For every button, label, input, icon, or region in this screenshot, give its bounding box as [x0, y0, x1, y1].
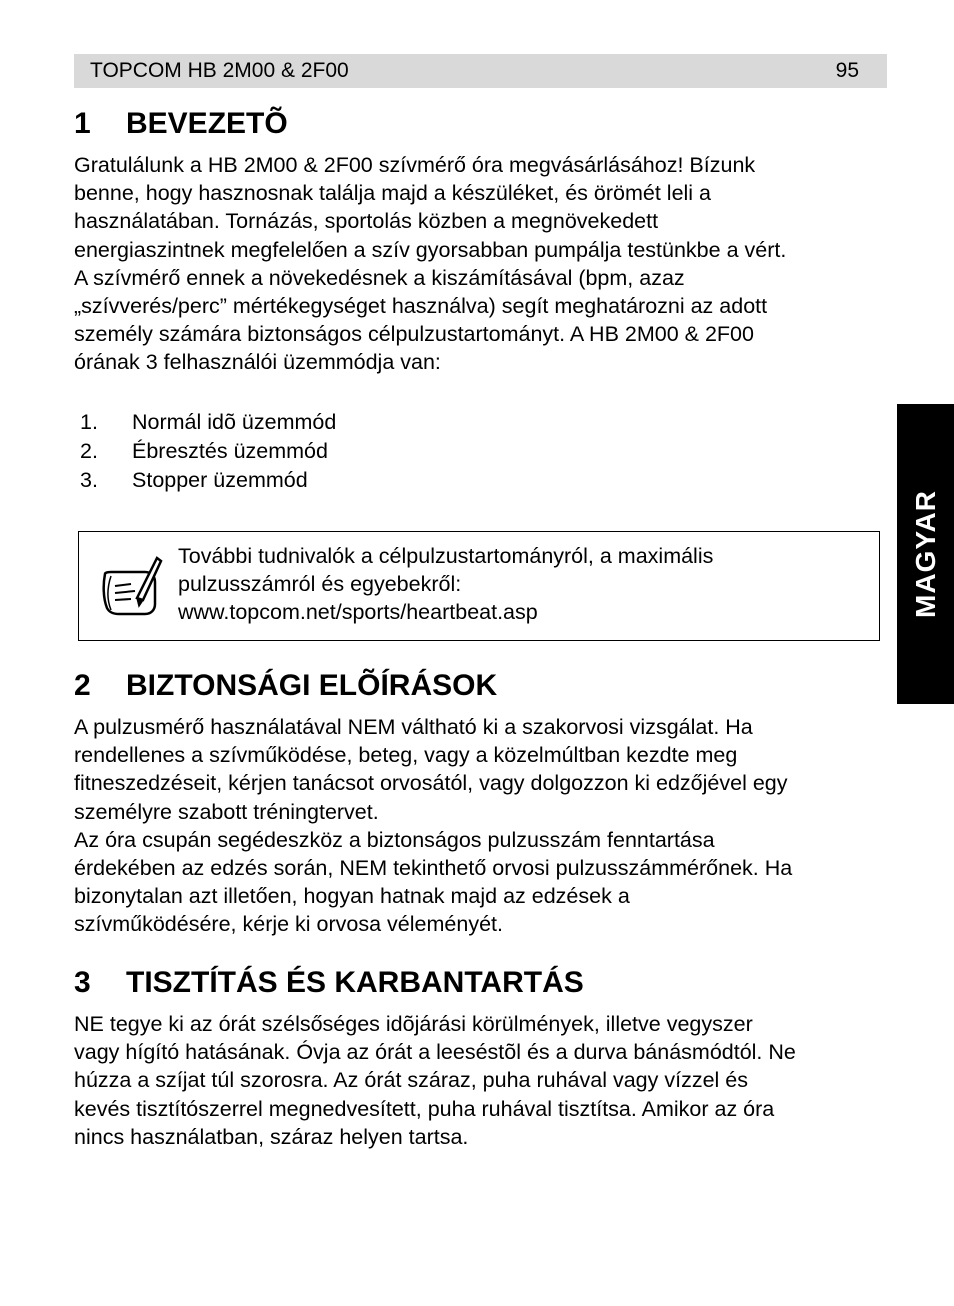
list-item-number: 1. — [80, 410, 98, 434]
paragraph-line: fitneszedzéseit, kérjen tanácsot orvosától, vagy dolgozzon ki edzőjével egy — [74, 771, 788, 796]
paragraph-line: személy számára biztonságos célpulzustartományt. A HB 2M00 & 2F00 — [74, 322, 754, 347]
section-1-heading — [74, 106, 288, 142]
list-item-number: 2. — [80, 438, 98, 463]
section-1-title: BEVEZETÕ — [126, 107, 288, 140]
list-item-label: Stopper üzemmód — [132, 467, 308, 492]
section-1-number: 1 — [74, 107, 91, 140]
note-text — [178, 542, 713, 627]
paragraph-line: benne, hogy hasznosnak találja majd a készüléket, és örömét leli a — [74, 181, 712, 206]
paragraph-line: érdekében az edzés során, NEM tekinthető orvosi pulzusszámmérőnek. Ha — [74, 856, 793, 881]
language-side-tab-label: MAGYAR — [909, 490, 941, 618]
paragraph-line: szívműködésére, kérje ki orvosa véleményét. — [74, 912, 503, 937]
modes-list — [80, 408, 336, 494]
list-item — [80, 437, 336, 466]
paragraph-line: Az óra csupán segédeszköz a biztonságos pulzusszám fenntartása — [74, 827, 715, 852]
paragraph-line: A pulzusmérő használatával NEM váltható ki a szakorvosi vizsgálat. Ha — [74, 715, 753, 739]
paragraph-line: húzza a szíjat túl szorosra. Az órát száraz, puha ruhával vagy vízzel és — [74, 1068, 748, 1093]
header-title: TOPCOM HB 2M00 & 2F00 — [90, 59, 349, 82]
section-3-number: 3 — [74, 966, 91, 999]
section-2-paragraph — [74, 713, 886, 939]
paragraph-line: A szívmérő ennek a növekedésnek a kiszámításával (bpm, azaz — [74, 265, 685, 290]
note-line: pulzusszámról és egyebekről: — [178, 572, 462, 597]
paragraph-line: Gratulálunk a HB 2M00 & 2F00 szívmérő óra megvásárlásához! Bízunk — [74, 153, 756, 177]
paragraph-line: bizonytalan azt illetően, hogyan hatnak majd az edzések a — [74, 884, 630, 909]
list-item — [80, 466, 336, 495]
list-item-number: 3. — [80, 467, 98, 492]
section-3-paragraph — [74, 1010, 886, 1151]
language-side-tab — [897, 404, 954, 704]
page-header — [74, 54, 887, 88]
paragraph-line: vagy hígító hatásának. Óvja az órát a leeséstõl és a durva bánásmódtól. Ne — [74, 1040, 796, 1065]
note-line: További tudnivalók a célpulzustartományról, a maximális — [178, 544, 714, 568]
paragraph-line: NE tegye ki az órát szélsőséges idõjárási körülmények, illetve vegyszer — [74, 1012, 753, 1036]
list-item — [80, 408, 336, 437]
section-3-title: TISZTÍTÁS ÉS KARBANTARTÁS — [126, 966, 584, 999]
paragraph-line: személyre szabott tréningtervet. — [74, 799, 379, 824]
section-2-title: BIZTONSÁGI ELÕÍRÁSOK — [126, 669, 498, 702]
section-2-heading — [74, 668, 497, 704]
section-2-number: 2 — [74, 669, 91, 702]
note-box — [78, 531, 880, 641]
list-item-label: Normál idõ üzemmód — [132, 410, 337, 434]
paragraph-line: rendellenes a szívműködése, beteg, vagy a közelmúltban kezdte meg — [74, 743, 738, 768]
note-pad-pen-icon — [97, 554, 163, 626]
paragraph-line: kevés tisztítószerrel megnedvesített, puha ruhával tisztítsa. Amikor az óra — [74, 1096, 775, 1121]
paragraph-line: órának 3 felhasználói üzemmódja van: — [74, 350, 441, 375]
note-link: www.topcom.net/sports/heartbeat.asp — [178, 600, 538, 625]
paragraph-line: energiaszintnek megfelelően a szív gyorsabban pumpálja testünkbe a vért. — [74, 237, 787, 262]
paragraph-line: használatában. Tornázás, sportolás közben a megnövekedett — [74, 209, 659, 234]
page-number: 95 — [835, 59, 859, 82]
section-3-heading — [74, 965, 584, 1001]
paragraph-line: „szívverés/perc” mértékegységet használva) segít meghatározni az adott — [74, 294, 768, 319]
paragraph-line: nincs használatban, száraz helyen tartsa. — [74, 1124, 469, 1149]
list-item-label: Ébresztés üzemmód — [132, 438, 328, 463]
section-1-paragraph — [74, 151, 886, 377]
